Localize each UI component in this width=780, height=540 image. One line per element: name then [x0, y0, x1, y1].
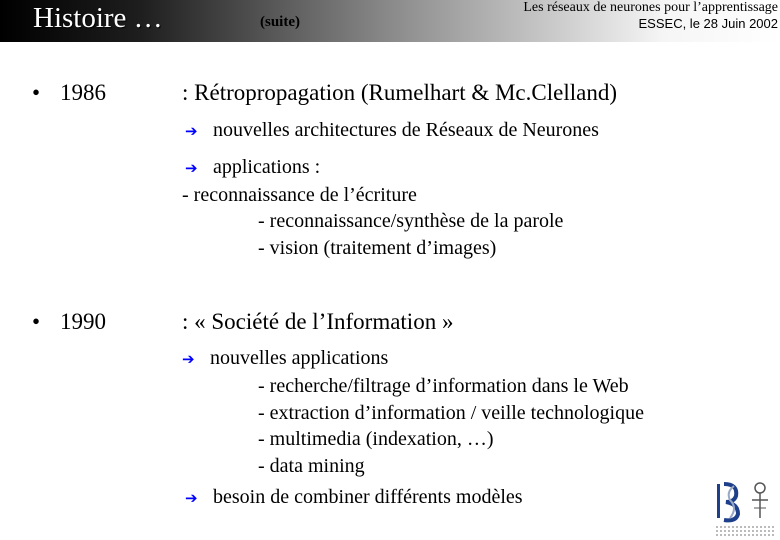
sub-ecriture: - reconnaissance de l’écriture: [182, 184, 417, 206]
institution-logo: [712, 478, 778, 538]
right-arrow-icon: ➔: [182, 350, 195, 368]
bullet-1990: • 1990: [32, 309, 106, 334]
sub-recherche: - recherche/filtrage d’information dans le Web: [258, 375, 629, 397]
sub-datamining: - data mining: [258, 455, 365, 477]
header-info: [523, 0, 778, 32]
sub-parole: - reconnaissance/synthèse de la parole: [258, 210, 564, 232]
slide-header: [0, 0, 780, 42]
right-arrow-icon: ➔: [185, 159, 198, 177]
course-title: Les réseaux de neurones pour l’apprentissage: [523, 0, 778, 15]
right-arrow-icon: ➔: [185, 489, 198, 507]
line-applications-1990: ➔ nouvelles applications: [182, 347, 389, 369]
line-applications-1986: ➔ applications :: [185, 156, 321, 178]
course-date: ESSEC, le 28 Juin 2002: [638, 16, 778, 31]
sub-vision: - vision (traitement d’images): [258, 237, 497, 259]
sub-multimedia: - multimedia (indexation, …): [258, 428, 494, 450]
sub-extraction: - extraction d’information / veille technologique: [258, 402, 644, 424]
slide-subtitle: (suite): [260, 14, 300, 30]
headline-1986: : Rétropropagation (Rumelhart & Mc.Clelland): [182, 80, 617, 105]
bullet-1986: • 1986: [32, 80, 106, 105]
headline-1990: : « Société de l’Information »: [182, 309, 454, 334]
slide-title: Histoire …: [33, 2, 163, 34]
year-1990: 1990: [60, 309, 106, 334]
line-architectures: ➔ nouvelles architectures de Réseaux de Neurones: [185, 119, 599, 141]
line-combiner: ➔ besoin de combiner différents modèles: [185, 486, 523, 508]
year-1986: 1986: [60, 80, 106, 105]
right-arrow-icon: ➔: [185, 122, 198, 140]
